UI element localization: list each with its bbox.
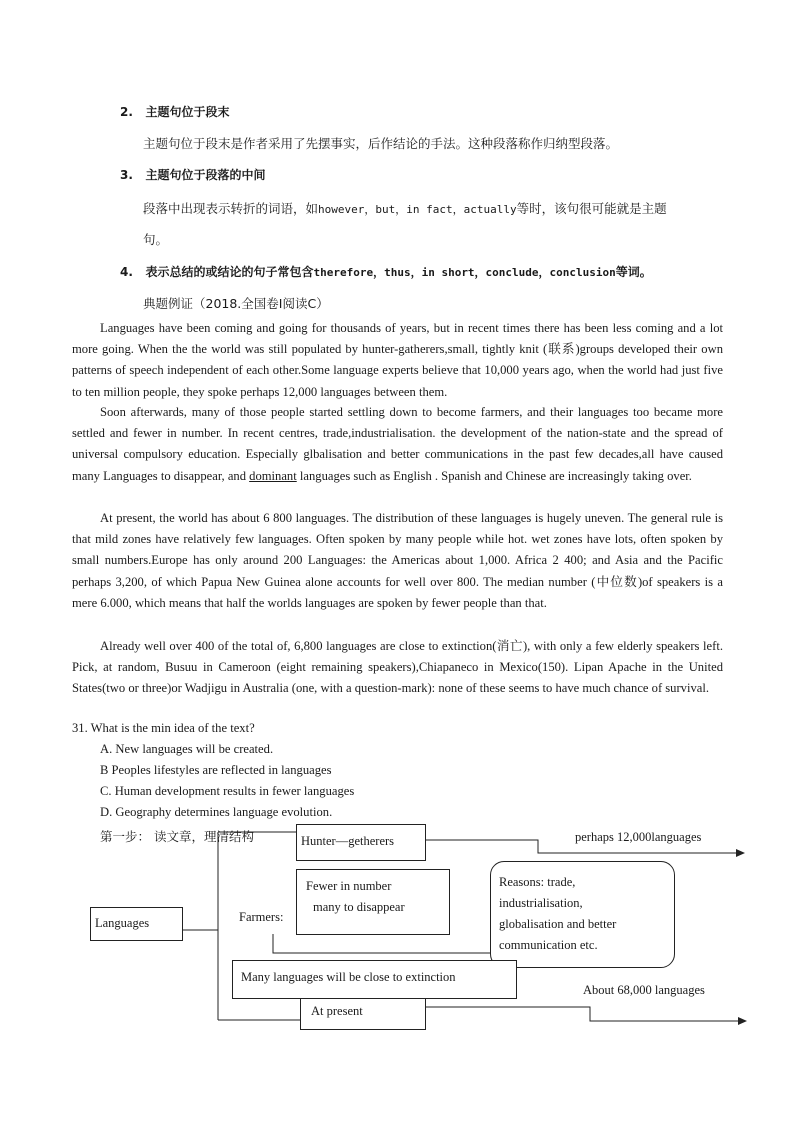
- passage-paragraph-1: Languages have been coming and going for thousands of years, but in recent times there has been less coming and a lot more going. When the the world was still populated by hunter-gatherers,small, tightly knit (联系)groups developed their own patterns of speech independent of each other.Some language experts believe that 10,000 years ago, when the world had just five to ten million people, they spoke perhaps 12,000 languages between them.: [72, 321, 723, 399]
- farmers-label: Farmers:: [239, 910, 284, 924]
- languages-box: [90, 907, 183, 941]
- farmers-bracket: [273, 934, 490, 953]
- reasons-box: [490, 861, 675, 968]
- point-3-desc-post: 等时，该句很可能就是主题: [516, 201, 667, 216]
- hunter-box: [296, 824, 426, 861]
- point-2-number: 2.: [120, 105, 133, 119]
- languages-label: Languages: [95, 916, 150, 930]
- point-3-transition-words: however，but，in fact，actually: [318, 203, 517, 216]
- fewer-box: [296, 869, 450, 935]
- extinction-label: Many languages will be close to extinction: [241, 970, 456, 984]
- reasons-line-3: globalisation and better: [499, 917, 617, 931]
- fewer-line-1: Fewer in number: [306, 879, 392, 893]
- point-3-desc-pre: 段落中出现表示转折的词语，如: [143, 201, 319, 216]
- question-stem: 31. What is the min idea of the text?: [72, 721, 255, 735]
- point-2-title: 主题句位于段末: [145, 105, 230, 119]
- present-arrowhead: [738, 1017, 747, 1025]
- extinction-box: [232, 960, 517, 999]
- present-arrow-line: [426, 1007, 738, 1021]
- hunter-result: perhaps 12,000languages: [575, 830, 702, 844]
- option-a[interactable]: A. New languages will be created.: [100, 742, 274, 756]
- present-result: About 68,000 languages: [583, 983, 705, 997]
- hunter-arrowhead: [736, 849, 745, 857]
- present-box: [300, 998, 426, 1030]
- point-3-title: 主题句位于段落的中间: [145, 168, 266, 182]
- point-3-description-cont: 句。: [143, 232, 169, 247]
- present-label: At present: [311, 1004, 363, 1018]
- step-label: 第一步： 读文章，理清结构: [100, 829, 254, 844]
- point-4-title-pre: 表示总结的或结论的句子常包含: [145, 265, 314, 279]
- point-4-number: 4.: [120, 265, 133, 279]
- point-4-title-post: 等词。: [615, 265, 652, 279]
- option-b[interactable]: B Peoples lifestyles are reflected in languages: [100, 763, 332, 777]
- reasons-line-1: Reasons: trade,: [499, 875, 576, 889]
- option-c[interactable]: C. Human development results in fewer languages: [100, 784, 355, 798]
- hunter-label: Hunter—getherers: [301, 834, 395, 848]
- passage-paragraph-4: Already well over 400 of the total of, 6,800 languages are close to extinction(消亡), with only a few elderly speakers left. Pick, at random, Busuu in Cameroon (eight remaining speakers),Chiapaneco in Mexico(150). Lipan Apache in the United States(two or three)or Wadjigu in Australia (one, with a question-mark): none of these seems to have much chance of survival.: [72, 639, 723, 696]
- point-4-conclusion-words: therefore，thus，in short，conclude，conclusion: [313, 266, 616, 279]
- example-label: 典题例证（2018.全国卷Ⅰ阅读C）: [143, 296, 329, 311]
- point-3-number: 3.: [120, 168, 133, 182]
- reasons-line-2: industrialisation,: [499, 896, 583, 910]
- reasons-line-4: communication etc.: [499, 938, 598, 952]
- option-d[interactable]: D. Geography determines language evolution.: [100, 805, 333, 819]
- fewer-line-2: many to disappear: [313, 900, 405, 914]
- paragraph-2-text-a: Soon afterwards, many of those people started settling down to become farmers, and their languages too became more settled and fewer in number. In recent centres, trade,industrialisation. the development of the nation-state and the spread of universal compulsory education. Especially glbalisation and better communications in the past few decades,all have caused many Languages to disappear, and: [72, 405, 723, 483]
- point-2-description: 主题句位于段末是作者采用了先摆事实，后作结论的手法。这种段落称作归纳型段落。: [143, 136, 619, 151]
- underlined-word-dominant: dominant: [249, 468, 297, 483]
- passage-paragraph-3: At present, the world has about 6 800 languages. The distribution of these languages is hugely uneven. The general rule is that mild zones have relatively few languages. Often spoken by many people while hot. wet zones have lots, often spoken by small numbers.Europe has only around 200 Languages: the Americas about 1,000. Africa 2 400; and Asia and the Pacific perhaps 3,200, of which Papua New Guinea alone accounts for well over 800. The median number (中位数)of speakers is a mere 6.000, which means that half the worlds languages are spoken by fewer people than that.: [72, 511, 723, 610]
- paragraph-2-text-b: languages such as English . Spanish and Chinese are increasingly taking over.: [296, 468, 692, 483]
